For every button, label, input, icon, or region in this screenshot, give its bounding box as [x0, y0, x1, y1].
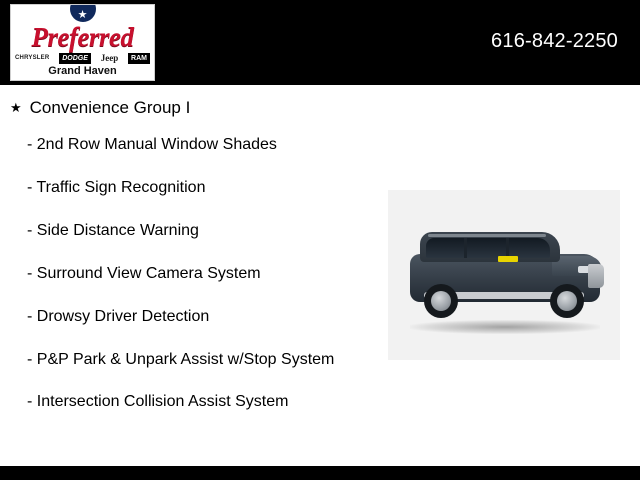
list-item: - Intersection Collision Assist System [27, 393, 289, 410]
badge-chrysler: CHRYSLER [15, 55, 50, 61]
star-bullet-icon: ★ [10, 100, 22, 115]
footer-band [0, 466, 640, 480]
dealer-phone-number[interactable]: 616-842-2250 [491, 30, 618, 52]
site-header [0, 0, 640, 85]
list-item: - Drowsy Driver Detection [27, 308, 210, 325]
list-item: - Surround View Camera System [27, 265, 261, 282]
dealer-logo[interactable] [10, 4, 155, 81]
feature-list [0, 85, 385, 434]
logo-brand-word: Preferred [31, 22, 134, 52]
list-item: - Side Distance Warning [27, 222, 199, 239]
rear-wheel [424, 284, 458, 318]
front-wheel [550, 284, 584, 318]
list-item: - 2nd Row Manual Window Shades [27, 136, 277, 153]
page-content [0, 85, 640, 480]
feature-group-title: Convenience Group I [29, 98, 191, 117]
vehicle-illustration [402, 226, 607, 318]
list-item: - Traffic Sign Recognition [27, 179, 206, 196]
badge-jeep: Jeep [100, 53, 119, 63]
badge-ram: RAM [128, 53, 150, 64]
list-item: - P&P Park & Unpark Assist w/Stop System [27, 351, 335, 368]
logo-brand-badges [15, 52, 150, 65]
vehicle-shadow [410, 320, 600, 334]
feature-group-heading [0, 97, 385, 119]
windshield-tag [498, 256, 518, 262]
logo-city-name: Grand Haven [48, 65, 117, 77]
badge-dodge: DODGE [59, 53, 91, 64]
vehicle-photo[interactable] [388, 190, 620, 360]
